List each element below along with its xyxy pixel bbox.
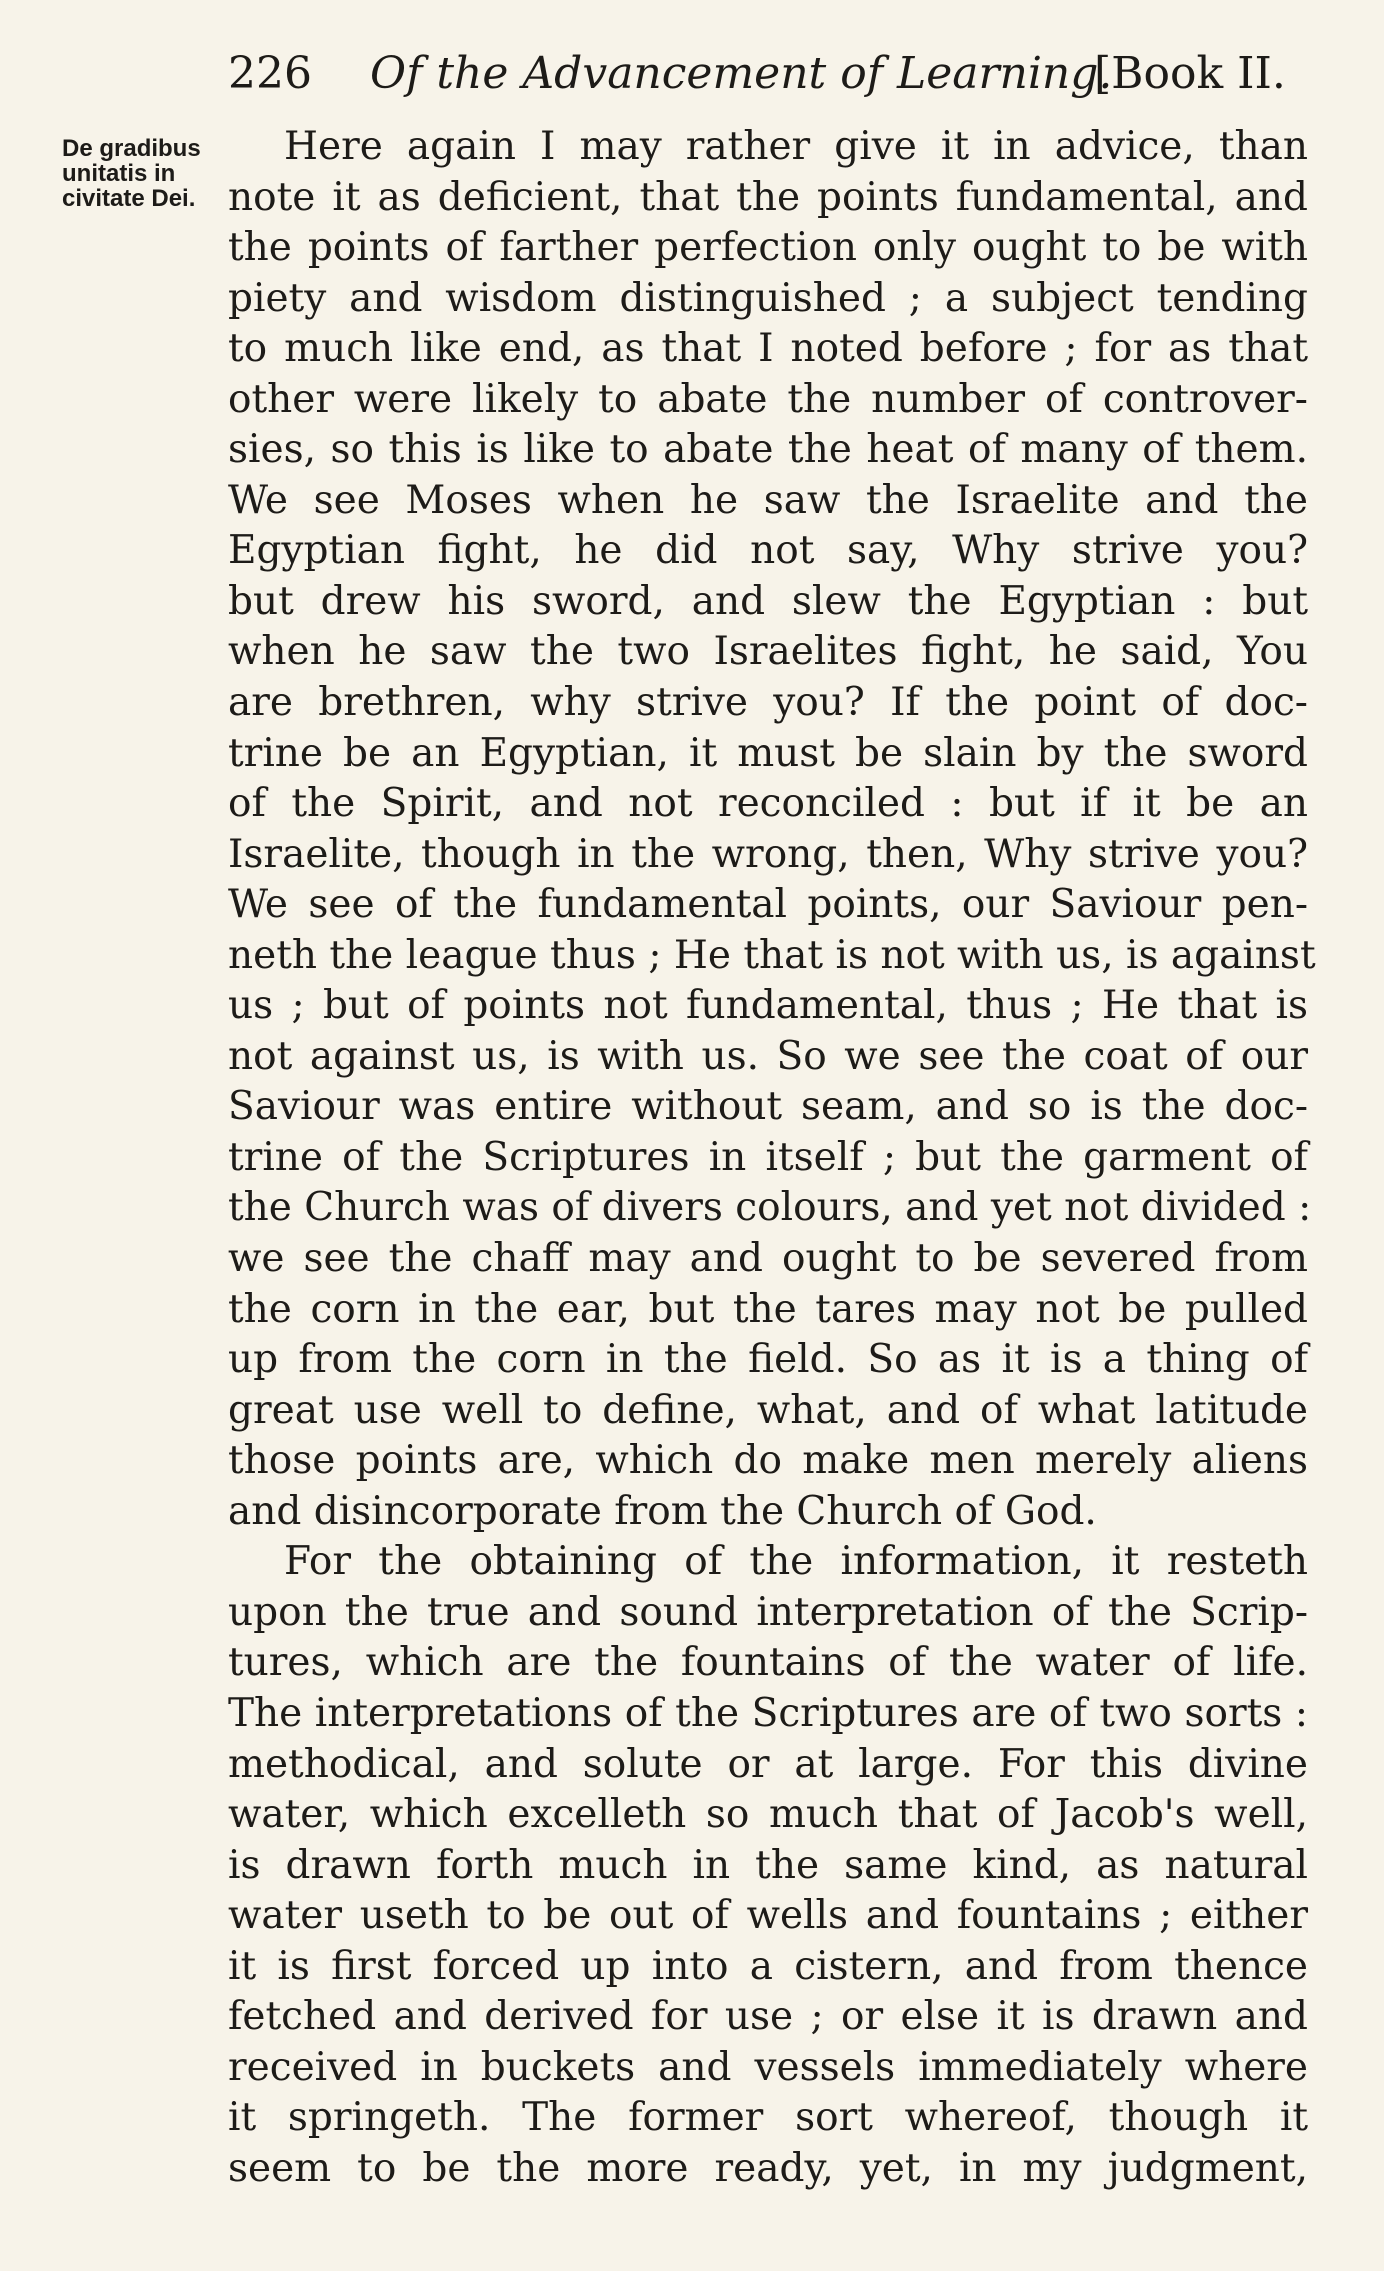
text-line: is drawn forth much in the same kind, as natural bbox=[228, 1842, 1308, 1888]
margin-note-line: civitate Dei. bbox=[62, 185, 196, 212]
text-line: Israelite, though in the wrong, then, Why strive you? bbox=[228, 831, 1308, 877]
text-line: tures, which are the fountains of the water of life. bbox=[228, 1640, 1308, 1686]
page-number: 226 bbox=[228, 48, 312, 99]
text-line: We see Moses when he saw the Israelite and the bbox=[228, 477, 1308, 523]
body-text bbox=[228, 122, 1316, 2194]
text-line: the Church was of divers colours, and yet not divided : bbox=[228, 1185, 1312, 1231]
margin-note bbox=[62, 136, 232, 211]
text-line: received in buckets and vessels immediately where bbox=[228, 2044, 1308, 2090]
margin-note-line: unitatis in bbox=[62, 160, 176, 187]
text-line: fetched and derived for use ; or else it is drawn and bbox=[228, 1994, 1308, 2040]
text-line: other were likely to abate the number of controver- bbox=[228, 376, 1308, 422]
text-line: it springeth. The former sort whereof, though it bbox=[228, 2095, 1308, 2141]
text-line: when he saw the two Israelites fight, he said, You bbox=[228, 629, 1308, 675]
text-line: but drew his sword, and slew the Egyptian : but bbox=[228, 578, 1308, 624]
text-line: trine be an Egyptian, it must be slain by the sword bbox=[228, 730, 1308, 776]
text-line: are brethren, why strive you? If the point of doc- bbox=[228, 680, 1308, 726]
text-line: the points of farther perfection only ought to be with bbox=[228, 225, 1308, 271]
text-line: the corn in the ear, but the tares may not be pulled bbox=[228, 1286, 1308, 1332]
text-line: Saviour was entire without seam, and so is the doc- bbox=[228, 1084, 1308, 1130]
text-line: Egyptian fight, he did not say, Why strive you? bbox=[228, 528, 1308, 574]
text-line: seem to be the more ready, yet, in my judgment, bbox=[228, 2145, 1308, 2191]
text-line: water useth to be out of wells and fountains ; either bbox=[228, 1893, 1308, 1939]
text-line: water, which excelleth so much that of Jacob's well, bbox=[228, 1792, 1308, 1838]
text-line: The interpretations of the Scriptures are of two sorts : bbox=[228, 1690, 1308, 1736]
text-line: those points are, which do make men merely aliens bbox=[228, 1438, 1308, 1484]
running-header bbox=[228, 44, 1308, 104]
text-line: to much like end, as that I noted before ; for as that bbox=[228, 326, 1308, 372]
text-line: upon the true and sound interpretation of the Scrip- bbox=[228, 1589, 1308, 1635]
text-line: great use well to define, what, and of what latitude bbox=[228, 1387, 1308, 1433]
margin-note-line: De gradibus bbox=[62, 135, 201, 162]
running-title: Of the Advancement of Learning. bbox=[370, 48, 1113, 99]
text-line: note it as deficient, that the points fundamental, and bbox=[228, 174, 1308, 220]
text-line: of the Spirit, and not reconciled : but if it be an bbox=[228, 781, 1308, 827]
text-line: we see the chaff may and ought to be severed from bbox=[228, 1236, 1308, 1282]
text-line: trine of the Scriptures in itself ; but the garment of bbox=[228, 1134, 1308, 1180]
text-line: We see of the fundamental points, our Saviour pen- bbox=[228, 882, 1308, 928]
text-line: not against us, is with us. So we see the coat of our bbox=[228, 1033, 1308, 1079]
text-line: piety and wisdom distinguished ; a subject tending bbox=[228, 275, 1308, 321]
text-line: us ; but of points not fundamental, thus ; He that is bbox=[228, 983, 1308, 1029]
text-line: neth the league thus ; He that is not with us, is against bbox=[228, 932, 1316, 978]
book-label: [Book II. bbox=[1094, 48, 1286, 99]
text-line: sies, so this is like to abate the heat of many of them. bbox=[228, 427, 1308, 473]
text-line: up from the corn in the field. So as it is a thing of bbox=[228, 1337, 1308, 1383]
text-line: Here again I may rather give it in advice, than bbox=[284, 124, 1308, 169]
text-line: methodical, and solute or at large. For this divine bbox=[228, 1741, 1308, 1787]
text-line: and disincorporate from the Church of God. bbox=[228, 1488, 1097, 1534]
text-line: it is first forced up into a cistern, and from thence bbox=[228, 1943, 1308, 1989]
text-line: For the obtaining of the information, it resteth bbox=[284, 1539, 1308, 1585]
